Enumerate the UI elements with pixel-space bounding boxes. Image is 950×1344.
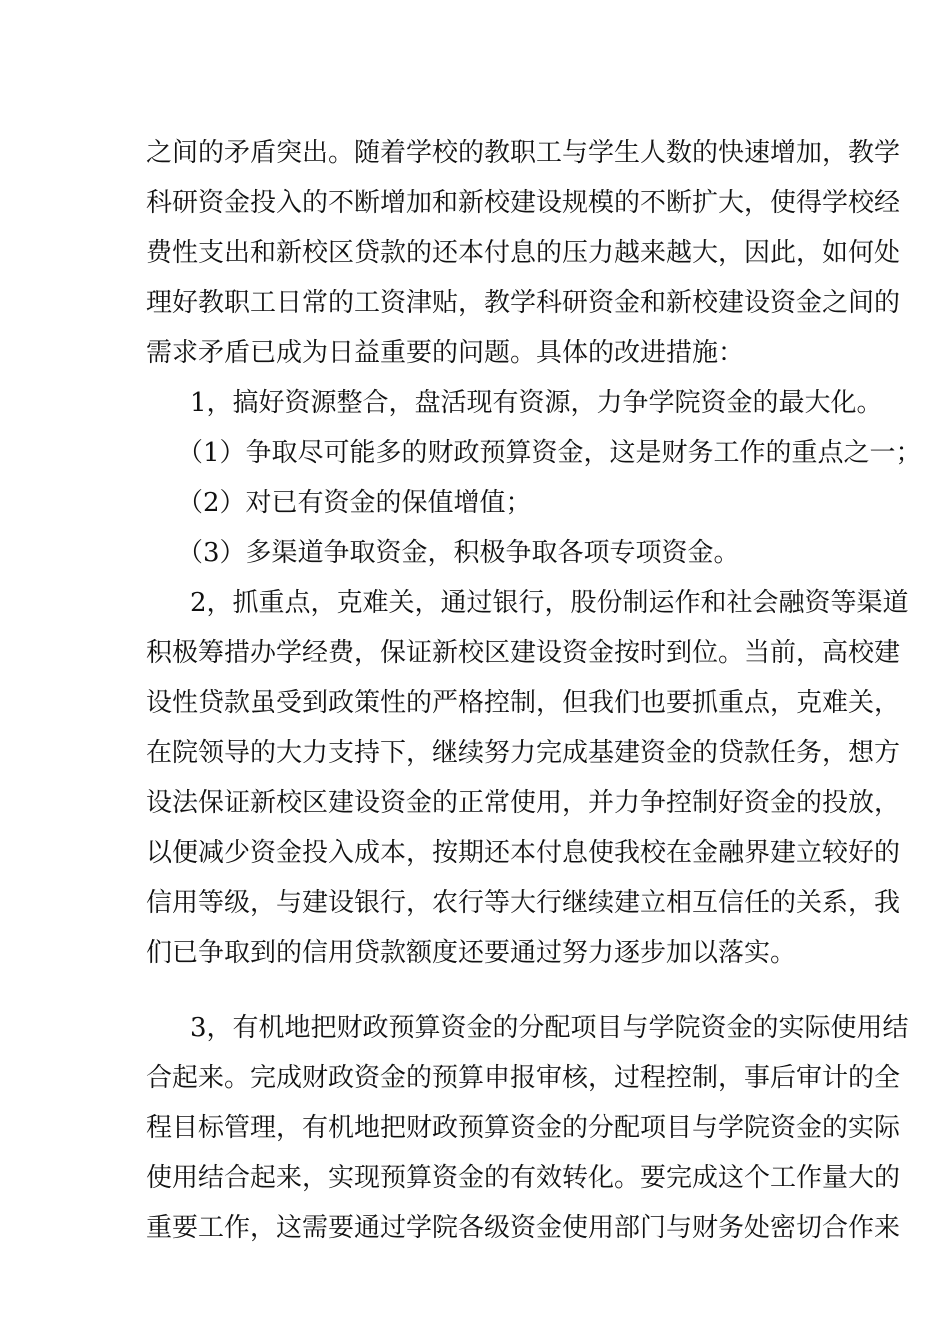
paragraph-line: 信用等级，与建设银行，农行等大行继续建立相互信任的关系，我 [146, 888, 901, 918]
paragraph-line: 在院领导的大力支持下，继续努力完成基建资金的贷款任务，想方 [146, 738, 901, 768]
paragraph-line: 们已争取到的信用贷款额度还要通过努力逐步加以落实。 [146, 938, 797, 968]
sub-list-item: （1）争取尽可能多的财政预算资金，这是财务工作的重点之一； [177, 438, 922, 468]
paragraph-line: 设性贷款虽受到政策性的严格控制，但我们也要抓重点，克难关， [146, 688, 901, 718]
paragraph-line: 需求矛盾已成为日益重要的问题。具体的改进措施： [146, 338, 745, 368]
list-item-heading: 2，抓重点，克难关，通过银行，股份制运作和社会融资等渠道 [190, 588, 909, 618]
paragraph-line: 使用结合起来，实现预算资金的有效转化。要完成这个工作量大的 [146, 1163, 901, 1193]
paragraph-line: 积极筹措办学经费，保证新校区建设资金按时到位。当前，高校建 [146, 638, 901, 668]
paragraph-line: 费性支出和新校区贷款的还本付息的压力越来越大，因此，如何处 [146, 238, 901, 268]
paragraph-line: 合起来。完成财政资金的预算申报审核，过程控制，事后审计的全 [146, 1063, 901, 1093]
paragraph-line: 理好教职工日常的工资津贴，教学科研资金和新校建设资金之间的 [146, 288, 901, 318]
sub-list-item: （3）多渠道争取资金，积极争取各项专项资金。 [177, 538, 740, 568]
sub-list-item: （2）对已有资金的保值增值； [177, 488, 532, 518]
list-item-heading: 1，搞好资源整合，盘活现有资源，力争学院资金的最大化。 [190, 388, 883, 418]
paragraph-line: 程目标管理，有机地把财政预算资金的分配项目与学院资金的实际 [146, 1113, 901, 1143]
paragraph-line: 设法保证新校区建设资金的正常使用，并力争控制好资金的投放， [146, 788, 901, 818]
paragraph-line: 以便减少资金投入成本，按期还本付息使我校在金融界建立较好的 [146, 838, 901, 868]
paragraph-line: 重要工作，这需要通过学院各级资金使用部门与财务处密切合作来 [146, 1213, 901, 1243]
paragraph-line: 之间的矛盾突出。随着学校的教职工与学生人数的快速增加，教学 [146, 138, 901, 168]
list-item-heading: 3，有机地把财政预算资金的分配项目与学院资金的实际使用结 [190, 1013, 909, 1043]
paragraph-line: 科研资金投入的不断增加和新校建设规模的不断扩大，使得学校经 [146, 188, 901, 218]
